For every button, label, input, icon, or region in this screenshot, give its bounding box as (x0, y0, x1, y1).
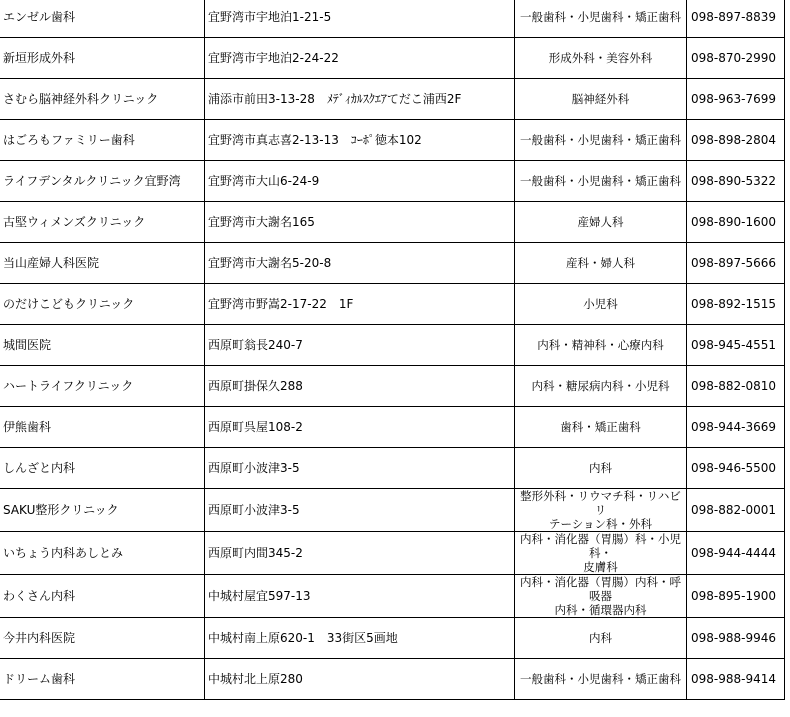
clinic-departments (515, 659, 687, 700)
clinic-departments (515, 243, 687, 284)
clinic-phone: 098-988-9414 (687, 659, 785, 700)
clinic-departments (515, 38, 687, 79)
clinic-departments (515, 120, 687, 161)
clinic-phone: 098-890-5322 (687, 161, 785, 202)
clinic-address: 宜野湾市宇地泊1-21-5 (205, 0, 515, 38)
department-line: 皮膚科 (583, 560, 618, 574)
clinic-address: 中城村屋宜597-13 (205, 575, 515, 618)
table-row (0, 243, 785, 284)
clinic-phone: 098-897-8839 (687, 0, 785, 38)
clinic-phone: 098-895-1900 (687, 575, 785, 618)
clinic-departments (515, 325, 687, 366)
table-row (0, 38, 785, 79)
department-line: 一般歯科・小児歯科・矯正歯科 (520, 10, 681, 24)
department-line: 産婦人科 (577, 215, 624, 229)
clinic-name: はごろもファミリー歯科 (0, 120, 205, 161)
clinic-name: さむら脳神経外科クリニック (0, 79, 205, 120)
table-row (0, 407, 785, 448)
clinic-address: 西原町掛保久288 (205, 366, 515, 407)
clinic-address: 宜野湾市宇地泊2-24-22 (205, 38, 515, 79)
clinic-address: 宜野湾市大山6-24-9 (205, 161, 515, 202)
table-row (0, 202, 785, 243)
department-line: 内科 (589, 461, 612, 475)
clinic-phone: 098-882-0810 (687, 366, 785, 407)
department-line: 産科・婦人科 (566, 256, 635, 270)
clinic-address: 西原町小波津3-5 (205, 448, 515, 489)
clinic-phone: 098-988-9946 (687, 618, 785, 659)
department-line: 内科・消化器（胃腸）科・小児科・ (520, 532, 681, 560)
clinic-phone: 098-892-1515 (687, 284, 785, 325)
table-row (0, 284, 785, 325)
clinic-departments (515, 618, 687, 659)
clinic-departments (515, 366, 687, 407)
clinic-phone: 098-897-5666 (687, 243, 785, 284)
department-line: 内科・精神科・心療内科 (537, 338, 664, 352)
clinic-name: 新垣形成外科 (0, 38, 205, 79)
clinic-address: 西原町翁長240-7 (205, 325, 515, 366)
clinic-phone: 098-870-2990 (687, 38, 785, 79)
table-row (0, 659, 785, 700)
clinic-phone: 098-898-2804 (687, 120, 785, 161)
department-line: 整形外科・リウマチ科・リハビリ (520, 489, 681, 517)
table-row (0, 448, 785, 489)
department-line: 内科・糖尿病内科・小児科 (531, 379, 670, 393)
clinic-departments (515, 575, 687, 618)
department-line: 小児科 (583, 297, 618, 311)
department-line: 一般歯科・小児歯科・矯正歯科 (520, 133, 681, 147)
table-row (0, 79, 785, 120)
clinic-name: のだけこどもクリニック (0, 284, 205, 325)
clinic-phone: 098-882-0001 (687, 489, 785, 532)
clinic-address: 西原町小波津3-5 (205, 489, 515, 532)
department-line: テーション科・外科 (548, 517, 653, 531)
clinic-phone: 098-945-4551 (687, 325, 785, 366)
clinic-address: 宜野湾市大謝名5-20-8 (205, 243, 515, 284)
table-row (0, 532, 785, 575)
table-row (0, 0, 785, 38)
clinic-address: 宜野湾市真志喜2-13-13 ｺｰﾎﾟ徳本102 (205, 120, 515, 161)
clinic-name: ライフデンタルクリニック宜野湾 (0, 161, 205, 202)
department-line: 内科 (589, 631, 612, 645)
table-row (0, 618, 785, 659)
clinic-address: 中城村南上原620-1 33街区5画地 (205, 618, 515, 659)
clinic-phone: 098-944-3669 (687, 407, 785, 448)
clinic-departments (515, 161, 687, 202)
clinic-address: 宜野湾市大謝名165 (205, 202, 515, 243)
department-line: 脳神経外科 (571, 92, 630, 106)
clinic-departments (515, 79, 687, 120)
clinic-name: 古堅ウィメンズクリニック (0, 202, 205, 243)
clinic-name: しんざと内科 (0, 448, 205, 489)
clinic-address: 中城村北上原280 (205, 659, 515, 700)
clinic-departments (515, 532, 687, 575)
department-line: 内科・循環器内科 (554, 603, 647, 617)
clinic-name: ハートライフクリニック (0, 366, 205, 407)
table-row (0, 575, 785, 618)
department-line: 形成外科・美容外科 (548, 51, 653, 65)
clinic-name: SAKU整形クリニック (0, 489, 205, 532)
table-row (0, 325, 785, 366)
clinic-name: ドリーム歯科 (0, 659, 205, 700)
clinic-departments (515, 448, 687, 489)
clinic-departments (515, 202, 687, 243)
clinic-departments (515, 284, 687, 325)
clinic-phone: 098-946-5500 (687, 448, 785, 489)
table-row (0, 366, 785, 407)
clinic-departments (515, 407, 687, 448)
department-line: 一般歯科・小児歯科・矯正歯科 (520, 672, 681, 686)
clinic-phone: 098-963-7699 (687, 79, 785, 120)
clinic-name: 今井内科医院 (0, 618, 205, 659)
clinic-address: 浦添市前田3-13-28 ﾒﾃﾞｨｶﾙｽｸｴｱてだこ浦西2F (205, 79, 515, 120)
clinic-address: 西原町内間345-2 (205, 532, 515, 575)
clinic-departments (515, 489, 687, 532)
clinic-address: 宜野湾市野嵩2-17-22 1F (205, 284, 515, 325)
clinic-departments (515, 0, 687, 38)
clinic-name: 城間医院 (0, 325, 205, 366)
clinic-address: 西原町呉屋108-2 (205, 407, 515, 448)
department-line: 歯科・矯正歯科 (560, 420, 641, 434)
clinic-name: わくさん内科 (0, 575, 205, 618)
department-line: 一般歯科・小児歯科・矯正歯科 (520, 174, 681, 188)
table-row (0, 161, 785, 202)
department-line: 内科・消化器（胃腸）内科・呼吸器 (520, 575, 681, 603)
clinic-name: 当山産婦人科医院 (0, 243, 205, 284)
clinic-phone: 098-890-1600 (687, 202, 785, 243)
clinic-name: 伊熊歯科 (0, 407, 205, 448)
clinic-name: いちょう内科あしとみ (0, 532, 205, 575)
table-row (0, 489, 785, 532)
clinic-phone: 098-944-4444 (687, 532, 785, 575)
table-row (0, 120, 785, 161)
clinic-name: エンゼル歯科 (0, 0, 205, 38)
